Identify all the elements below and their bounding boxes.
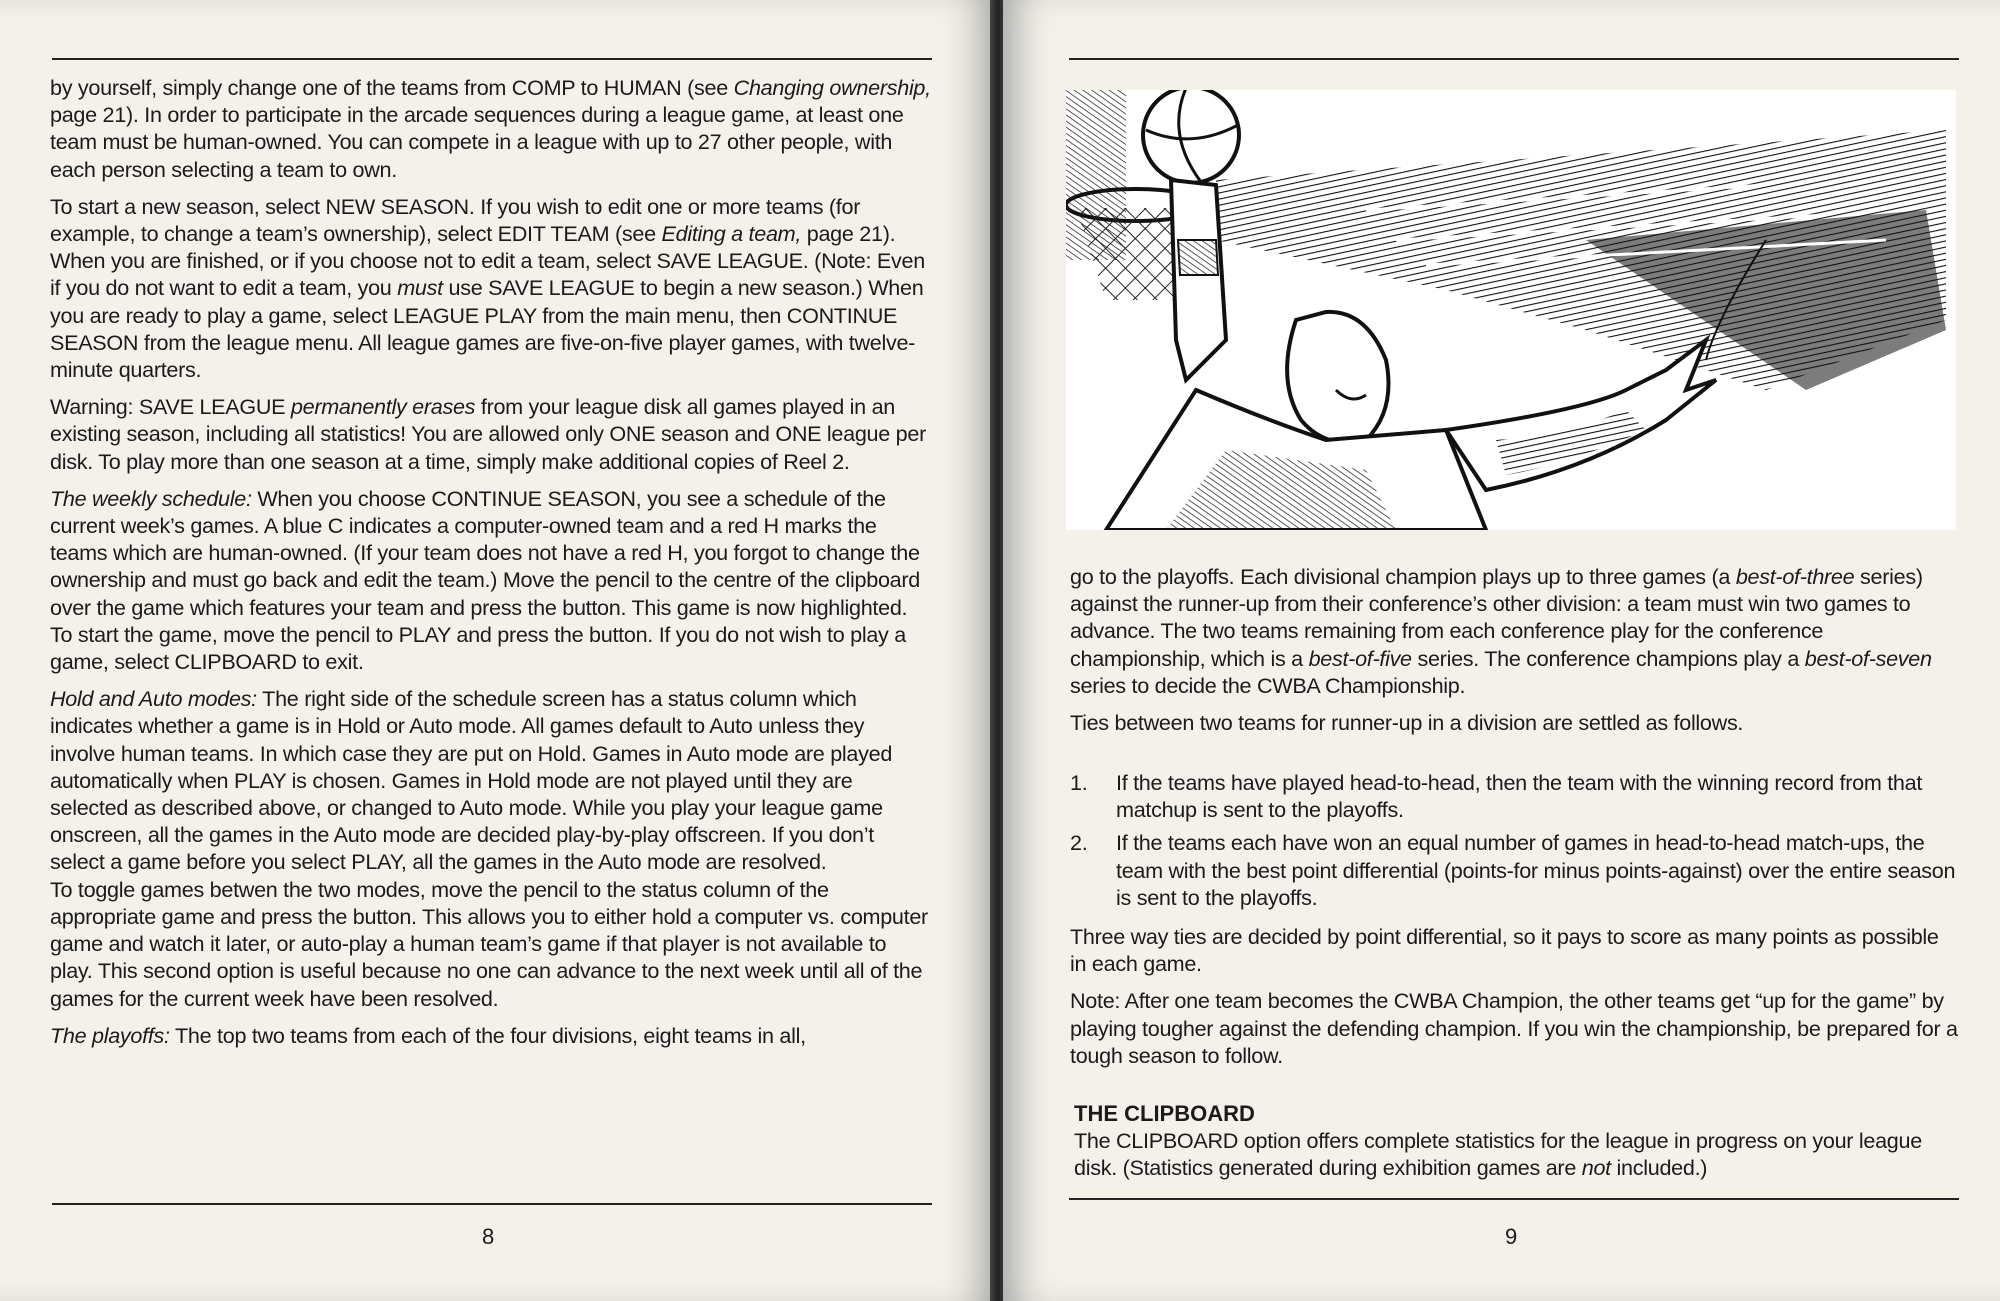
right-page-text-top [1070,563,1960,736]
text-run: series) against the runner-up from their conference’s other division: a team must win two games to advance. The two teams remaining from each conference play for the conference championship, which is a [1070,564,1923,671]
italic-run: best-of-seven [1804,645,1932,671]
tie-rules-list [1070,769,1960,911]
text-run: To start a new season, select NEW SEASON. If you wish to edit one or more teams (for example, to change a team’s ownership), select EDIT TEAM (see [50,193,861,247]
text-run: The right side of the schedule screen has a status column which indicates whether a game is in Hold or Auto mode. All games default to Auto unless they involve human teams. In which case they are put on Hold. Games in Auto mode are played automatically when PLAY is chosen. Games in Hold mode are not played until they are selected as described above, or changed to Auto mode. While you play your league game onscreen, all the games in the Auto mode are decided play-by-play offscreen. If you don’t select a game before you select PLAY, all the games in the Auto mode are resolved. [50,686,893,875]
italic-run: best-of-five [1308,645,1412,671]
top-rule [52,58,932,60]
italic-run: Editing a team, [661,221,802,247]
list-text: If the teams have played head-to-head, then the team with the winning record from that matchup is sent to the playoffs. [1116,770,1923,823]
list-text: If the teams each have won an equal number of games in head-to-head match-ups, the team with the best point differential (points-for minus points-against) over the entire season is sent to the playoffs. [1116,830,1956,910]
paragraph [1070,923,1960,977]
section-paragraph [1074,1127,1964,1181]
italic-run: best-of-three [1735,564,1855,589]
paragraph [1070,987,1960,1069]
section-heading: THE CLIPBOARD [1074,1101,1255,1126]
italic-run: The weekly schedule: [50,485,252,511]
paragraph [50,685,934,875]
paragraph [50,1022,934,1049]
right-page-text-rules [1070,769,1960,921]
text-run: included.) [1610,1155,1708,1181]
italic-run: The playoffs: [50,1022,170,1048]
clipboard-section [1074,1100,1964,1182]
left-page [0,0,993,1301]
text-run: Warning: SAVE LEAGUE [50,394,291,420]
text-run: by yourself, simply change one of the teams from COMP to HUMAN (see [50,75,734,100]
italic-run: not [1581,1155,1611,1181]
text-run: The CLIPBOARD option offers complete statistics for the league in progress on your league disk. (Statistics generated during exhibition games are [1074,1128,1922,1181]
text-run: from your league disk all games played in an existing season, including all statistics! You are allowed only ONE season and ONE league per disk. To play more than one season at a time, simply make additional copies of Reel 2. [50,394,926,474]
paragraph [1070,563,1960,699]
italic-run: permanently erases [290,394,476,420]
page-number: 9 [1505,1224,1518,1249]
page-number: 8 [482,1224,495,1249]
bottom-rule [1069,1198,1959,1200]
text-run: go to the playoffs. Each divisional champion plays up to three games (a [1070,564,1736,589]
list-number: 2. [1070,830,1088,856]
bottom-rule [52,1203,932,1205]
list-number: 1. [1070,770,1088,795]
paragraph [50,876,934,1012]
text-run: series to decide the CWBA Championship. [1070,672,1466,698]
text-run: page 21). In order to participate in the arcade sequences during a league game, at least one team must be human-owned. You can compete in a league with up to 27 other people, with each person selecting a team to own. [50,102,904,182]
paragraph [50,393,934,475]
italic-run: must [397,275,443,301]
text-run: To toggle games betwen the two modes, move the pencil to the status column of the appropriate game and press the button. This allows you to either hold a computer vs. computer game and watch it later, or auto-play a human team’s game if that player is not available to play. This second option is useful because no one can advance to the next week until all of the games for the current week have been resolved. [50,876,928,1011]
left-page-text [50,74,934,1059]
paragraph [1070,709,1960,736]
basketball-player-illustration [1066,90,1956,530]
right-page-text-bottom [1070,923,1960,1069]
text-run: The top two teams from each of the four divisions, eight teams in all, [169,1022,806,1048]
text-run: page 21). When you are finished, or if you choose not to edit a team, select SAVE LEAGUE. (Note: Even if you do not want to edit a team, you [50,221,925,301]
paragraph [50,74,934,183]
top-rule [1069,58,1959,60]
text-run: series. The conference champions play a [1411,645,1805,671]
text-run: When you choose CONTINUE SEASON, you see a schedule of the current week’s games. A blue C indicates a computer-owned team and a red H marks the teams which are human-owned. (If your team does not have a red H, you forgot to change the ownership and must go back and edit the team.) Move the pencil to the centre of the clipboard over the game which features your team and press the button. This game is now highlighted. To start the game, move the pencil to PLAY and press the button. If you do not wish to play a game, select CLIPBOARD to exit. [50,485,920,675]
text-run: Ties between two teams for runner-up in a division are settled as follows. [1070,710,1744,736]
list-item [1070,769,1960,823]
italic-run: Hold and Auto modes: [50,686,257,712]
paragraph [50,193,934,383]
list-item [1070,829,1960,911]
paragraph [50,485,934,675]
text-run: Three way ties are decided by point differential, so it pays to score as many points as possible in each game. [1070,924,1939,977]
text-run: Note: After one team becomes the CWBA Champion, the other teams get “up for the game” by playing tougher against the defending champion. If you win the championship, be prepared for a tough season to follow. [1070,988,1958,1068]
italic-run: Changing ownership, [733,75,931,100]
text-run: use SAVE LEAGUE to begin a new season.) When you are ready to play a game, select LEAGUE PLAY from the main menu, then CONTINUE SEASON from the league menu. All league games are five-on-five player games, with twelve-minute quarters. [50,275,924,383]
